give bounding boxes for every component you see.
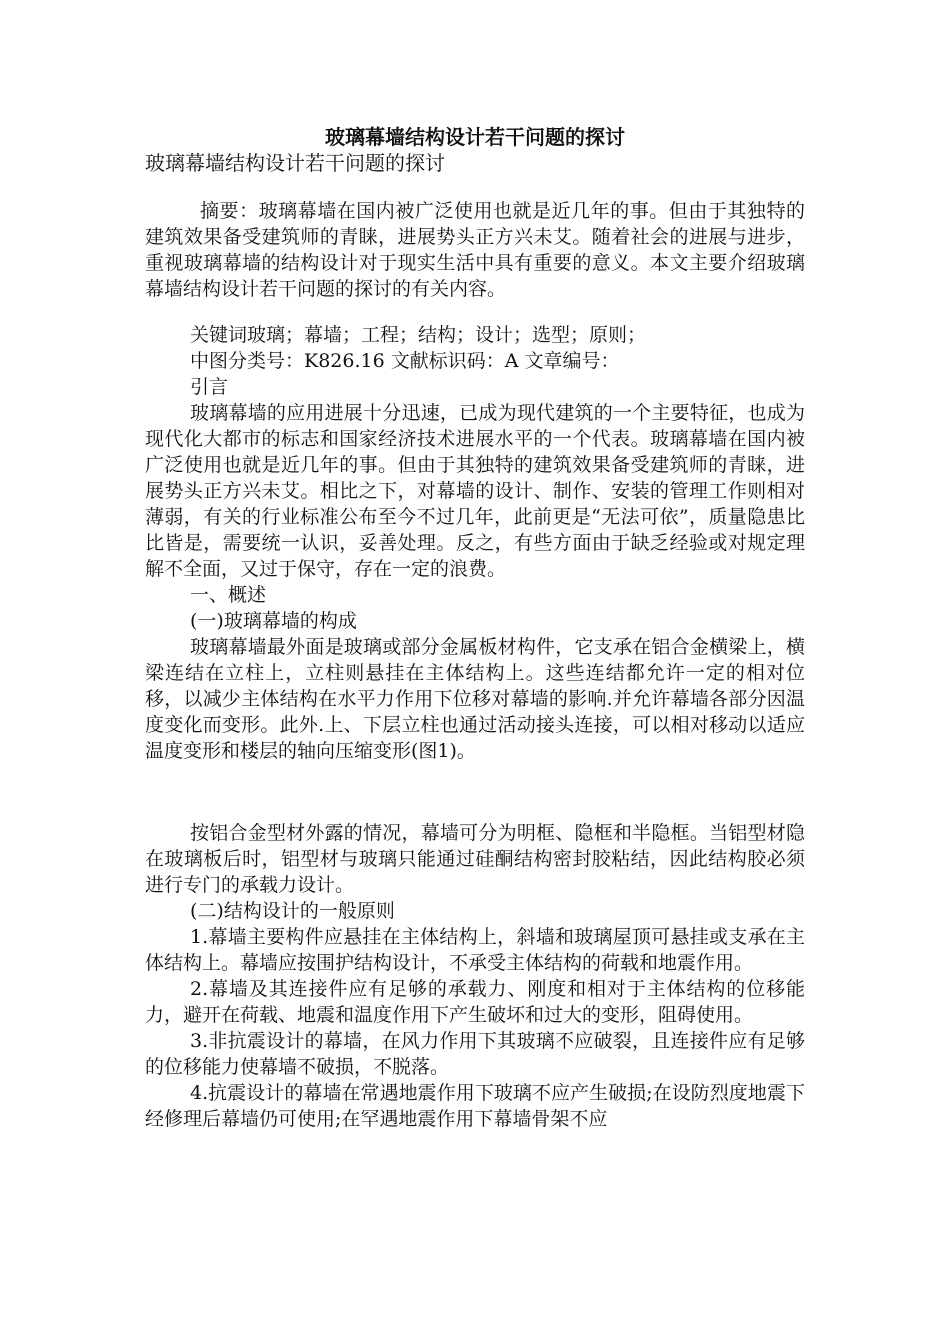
figure-spacer <box>145 764 805 820</box>
section1-heading: 一、概述 <box>190 584 267 606</box>
section1-sub1-paragraph: 玻璃幕墙最外面是玻璃或部分金属板材构件，它支承在铝合金横梁上，横梁连结在立柱上，立柱则悬挂在主体结构上。这些连结都允许一定的相对位移，以减少主体结构在水平力作用下位移对幕墙的影响.并允许幕墙各部分因温度变化而变形。此外.上、下层立柱也通过活动接头连接，可以相对移动以适应温度变形和楼层的轴向压缩变形(图1)。 <box>145 636 805 762</box>
intro-paragraph: 玻璃幕墙的应用进展十分迅速，已成为现代建筑的一个主要特征，也成为现代化大都市的标志和国家经济技术进展水平的一个代表。玻璃幕墙在国内被广泛使用也就是近几年的事。但由于其独特的建筑效果备受建筑师的青睐，进展势头正方兴未艾。相比之下，对幕墙的设计、制作、安装的管理工作则相对薄弱，有关的行业标准公布至今不过几年，此前更是“无法可依”，质量隐患比比皆是，需要统一认识，妥善处理。反之，有些方面由于缺乏经验或对规定理解不全面，又过于保守，存在一定的浪费。 <box>145 402 805 580</box>
document-body <box>145 198 805 1132</box>
classification-line: 中图分类号：K826.16 文献标识码：A 文章编号： <box>190 350 620 372</box>
principle-3: 3.非抗震设计的幕墙，在风力作用下其玻璃不应破裂，且连接件应有足够的位移能力使幕墙不破损，不脱落。 <box>145 1030 805 1078</box>
section1-sub1-heading: (一)玻璃幕墙的构成 <box>190 610 357 632</box>
section1-sub2-heading: (二)结构设计的一般原则 <box>190 900 395 922</box>
frame-paragraph: 按铝合金型材外露的情况，幕墙可分为明框、隐框和半隐框。当铝型材隐在玻璃板后时，铝型材与玻璃只能通过硅酮结构密封胶粘结，因此结构胶必须进行专门的承载力设计。 <box>145 822 805 896</box>
document-title: 玻璃幕墙结构设计若干问题的探讨 <box>325 125 625 149</box>
spacer <box>145 302 805 322</box>
principle-4: 4.抗震设计的幕墙在常遇地震作用下玻璃不应产生破损;在设防烈度地震下经修理后幕墙仍可使用;在罕遇地震作用下幕墙骨架不应 <box>145 1082 805 1130</box>
keywords-line: 关键词玻璃；幕墙；工程；结构；设计；选型；原则； <box>190 324 647 346</box>
intro-heading: 引言 <box>190 376 229 398</box>
principle-1: 1.幕墙主要构件应悬挂在主体结构上，斜墙和玻璃屋顶可悬挂或支承在主体结构上。幕墙应按围护结构设计，不承受主体结构的荷载和地震作用。 <box>145 926 805 974</box>
abstract-paragraph: 摘要：玻璃幕墙在国内被广泛使用也就是近几年的事。但由于其独特的建筑效果备受建筑师的青睐，进展势头正方兴未艾。随着社会的进展与进步，重视玻璃幕墙的结构设计对于现实生活中具有重要的意义。本文主要介绍玻璃幕墙结构设计若干问题的探讨的有关内容。 <box>145 200 805 300</box>
document-subtitle: 玻璃幕墙结构设计若干问题的探讨 <box>145 151 445 175</box>
principle-2: 2.幕墙及其连接件应有足够的承载力、刚度和相对于主体结构的位移能力，避开在荷载、地震和温度作用下产生破坏和过大的变形，阻碍使用。 <box>145 978 805 1026</box>
